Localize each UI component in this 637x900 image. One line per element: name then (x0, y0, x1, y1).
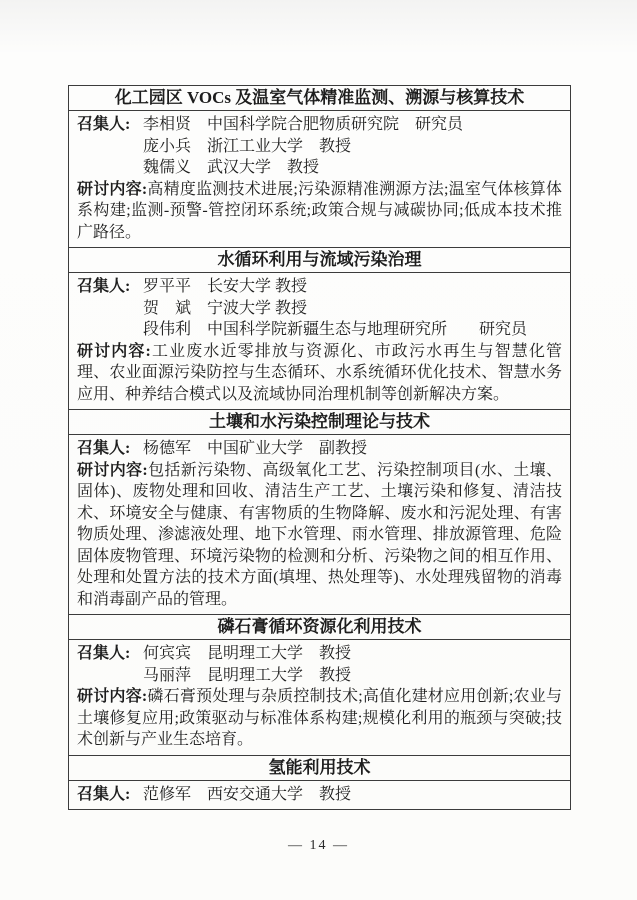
session-section (69, 755, 570, 810)
convener-row (77, 276, 562, 298)
convener-row (77, 136, 562, 158)
content-label: 研讨内容: (77, 688, 148, 705)
session-body (69, 435, 570, 614)
indent-spacer (77, 665, 143, 687)
sessions-table (68, 85, 571, 810)
convener-row (77, 114, 562, 136)
convener-row (77, 784, 562, 806)
content-paragraph (77, 686, 562, 751)
convener-row (77, 298, 562, 320)
indent-spacer (77, 157, 143, 179)
content-label: 研讨内容: (77, 180, 148, 198)
session-section (69, 409, 570, 614)
convener-entry: 李相贤 中国科学院合肥物质研究院 研究员 (143, 116, 464, 133)
session-body (69, 273, 570, 409)
convener-entry: 贺 斌 宁波大学 教授 (143, 299, 308, 317)
indent-spacer (77, 319, 143, 341)
convener-label: 召集人: (77, 116, 131, 133)
session-section (69, 86, 570, 247)
session-title: 水循环利用与流域污染治理 (69, 248, 570, 273)
content-label: 研讨内容: (77, 461, 148, 479)
session-body (69, 111, 570, 247)
indent-spacer (77, 298, 143, 320)
session-title: 氢能利用技术 (69, 756, 570, 781)
convener-entry: 罗平平 长安大学 教授 (143, 278, 308, 295)
content-label: 研讨内容: (77, 342, 151, 360)
session-section (69, 247, 570, 409)
convener-label: 召集人: (77, 278, 131, 295)
convener-entry: 杨德军 中国矿业大学 副教授 (143, 440, 368, 457)
content-paragraph (77, 179, 562, 244)
content-text: 高精度监测技术进展;污染源精准溯源方法;温室气体核算体系构建;监测-预警-管控闭环系统;政策合规与减碳协同;低成本技术推广路径。 (77, 180, 562, 241)
content-text: 磷石膏预处理与杂质控制技术;高值化建材应用创新;农业与土壤修复应用;政策驱动与标准体系构建;规模化利用的瓶颈与突破;技术创新与产业生态培育。 (77, 688, 562, 748)
session-body (69, 781, 570, 810)
content-paragraph (77, 460, 562, 611)
convener-label: 召集人: (77, 645, 131, 662)
convener-entry: 魏儒义 武汉大学 教授 (143, 159, 320, 176)
content-paragraph (77, 341, 562, 406)
convener-entry: 范修军 西安交通大学 教授 (143, 785, 352, 803)
session-title: 土壤和水污染控制理论与技术 (69, 410, 570, 435)
session-title: 磷石膏循环资源化利用技术 (69, 615, 570, 640)
convener-row (77, 665, 562, 687)
convener-entry: 何宾宾 昆明理工大学 教授 (143, 645, 352, 662)
indent-spacer (77, 136, 143, 158)
content-text: 工业废水近零排放与资源化、市政污水再生与智慧化管理、农业面源污染防控与生态循环、水系统循环优化技术、智慧水务应用、种养结合模式以及流域协同治理机制等创新解决方案。 (77, 342, 562, 403)
convener-label: 召集人: (77, 785, 131, 803)
convener-entry: 庞小兵 浙江工业大学 教授 (143, 137, 352, 155)
content-text: 包括新污染物、高级氧化工艺、污染控制项目(水、土壤、固体)、废物处理和回收、清洁生产工艺、土壤污染和修复、清洁技术、环境安全与健康、有害物质的生物降解、废水和污泥处理、有害物质处理、渗滤液处理、地下水管理、雨水管理、排放源管理、危险固体废物管理、环境污染物的检测和分析、污染物之间的相互作用、处理和处置方法的技术方面(填埋、热处理等)、水处理残留物的消毒和消毒副产品的管理。 (77, 461, 562, 608)
convener-row (77, 438, 562, 460)
convener-row (77, 643, 562, 665)
page-number: — 14 — (288, 838, 349, 853)
session-title: 化工园区 VOCs 及温室气体精准监测、溯源与核算技术 (69, 86, 570, 111)
convener-entry: 马丽萍 昆明理工大学 教授 (143, 666, 352, 684)
session-body (69, 640, 570, 755)
convener-label: 召集人: (77, 440, 131, 457)
convener-row (77, 319, 562, 341)
convener-row (77, 157, 562, 179)
session-section (69, 614, 570, 755)
convener-entry: 段伟利 中国科学院新疆生态与地理研究所 研究员 (143, 321, 528, 338)
